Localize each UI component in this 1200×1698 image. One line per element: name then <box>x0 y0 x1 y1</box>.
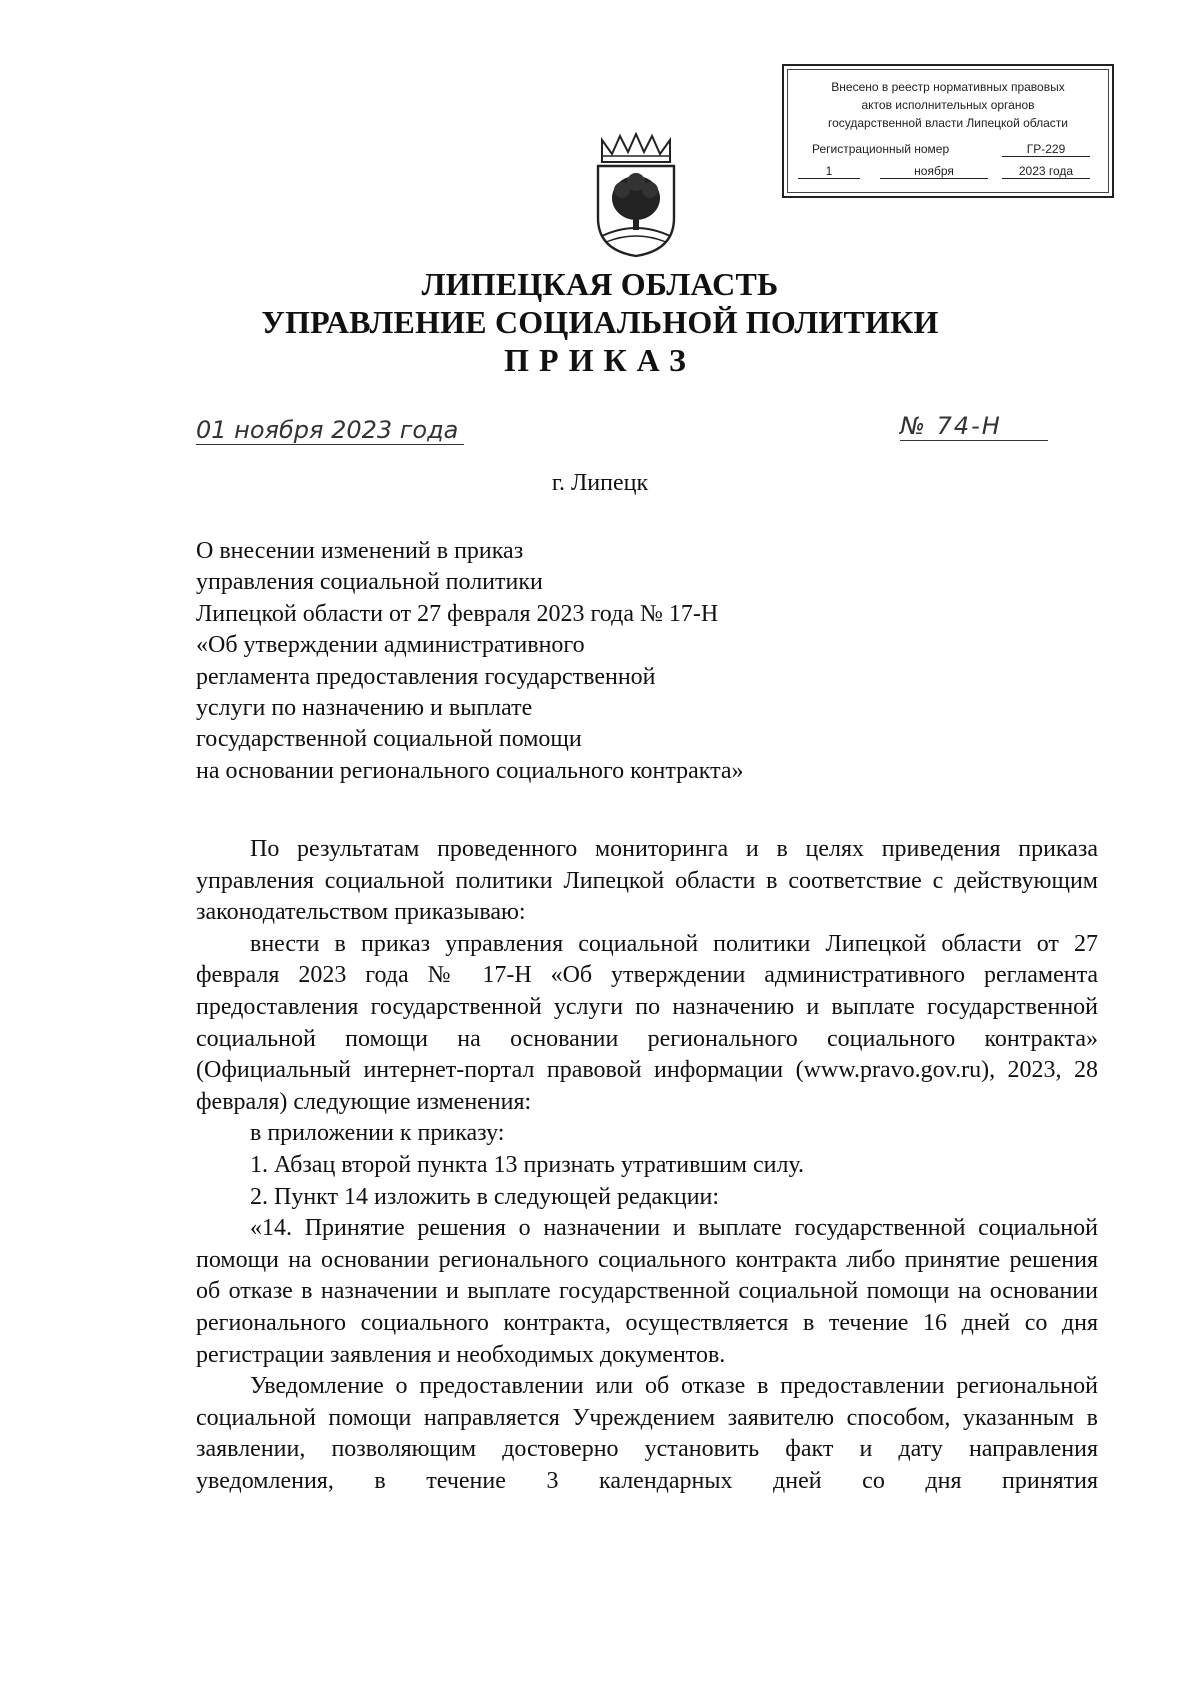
stamp-reg-number: ГР-229 <box>1002 142 1090 157</box>
subject-line: государственной социальной помощи <box>196 726 582 753</box>
subject-line: регламента предоставления государственной <box>196 663 656 690</box>
subject-line: на основании регионального социального контракта» <box>196 757 744 784</box>
stamp-line-3: государственной власти Липецкой области <box>827 116 1069 130</box>
stamp-month: ноября <box>880 164 988 179</box>
city: г. Липецк <box>551 470 649 496</box>
stamp-line-2: актов исполнительных органов <box>861 98 1035 112</box>
stamp-reg-label: Регистрационный номер <box>812 142 950 156</box>
department-title: УПРАВЛЕНИЕ СОЦИАЛЬНОЙ ПОЛИТИКИ <box>261 304 939 340</box>
subject-line: управления социальной политики <box>196 569 543 596</box>
lipetsk-coat-of-arms-icon <box>590 132 682 258</box>
paragraph-appendix: в приложении к приказу: <box>250 1120 505 1147</box>
paragraph-item-1: 1. Абзац второй пункта 13 признать утратившим силу. <box>250 1151 805 1178</box>
paragraph-notification: Уведомление о предоставлении или об отказе в предоставлении региональной социальной помощи направляется Учреждением заявителю способом, указанным в заявлении, позволяющим достоверно установить факт и дату направления уведомления, в течение 3 календарных дней со дня принятия <box>196 1373 1098 1494</box>
paragraph-item-2: 2. Пункт 14 изложить в следующей редакции: <box>250 1183 720 1210</box>
registry-stamp <box>782 64 1114 198</box>
subject-line: Липецкой области от 27 февраля 2023 года № 17-Н <box>196 600 719 627</box>
order-body <box>196 834 1098 1497</box>
stamp-year: 2023 года <box>1002 164 1090 179</box>
paragraph-amendments: внести в приказ управления социальной политики Липецкой области от 27 февраля 2023 года № 17-Н «Об утверждении административного регламента предоставления государственной услуги по назначению и выплате государственной социальной помощи на основании регионального социального контракта» (Официальный интернет-портал правовой информации (www.pravo.gov.ru), 2023, 28 февраля) следующие изменения: <box>196 930 1098 1115</box>
handwritten-date: 01 ноября 2023 года <box>196 416 464 445</box>
paragraph-clause-14: «14. Принятие решения о назначении и выплате государственной социальной помощи на основании регионального социального контракта либо принятие решения об отказе в назначении и выплате государственной социальной помощи на основании регионального социального контракта, осуществляется в течение 16 дней со дня регистрации заявления и необходимых документов. <box>196 1215 1098 1368</box>
stamp-line-1: Внесено в реестр нормативных правовых <box>831 80 1065 94</box>
region-title: ЛИПЕЦКАЯ ОБЛАСТЬ <box>421 266 779 302</box>
handwritten-number: № 74-Н <box>900 412 1048 441</box>
order-subject <box>196 536 744 787</box>
document-type: ПРИКАЗ <box>504 342 696 378</box>
subject-line: «Об утверждении административного <box>196 632 585 659</box>
stamp-day: 1 <box>798 164 860 179</box>
paragraph-preamble: По результатам проведенного мониторинга и в целях приведения приказа управления социальной политики Липецкой области в соответствие с действующим законодательством приказываю: <box>196 836 1098 926</box>
subject-line: услуги по назначению и выплате <box>196 695 533 722</box>
subject-line: О внесении изменений в приказ <box>196 538 524 564</box>
